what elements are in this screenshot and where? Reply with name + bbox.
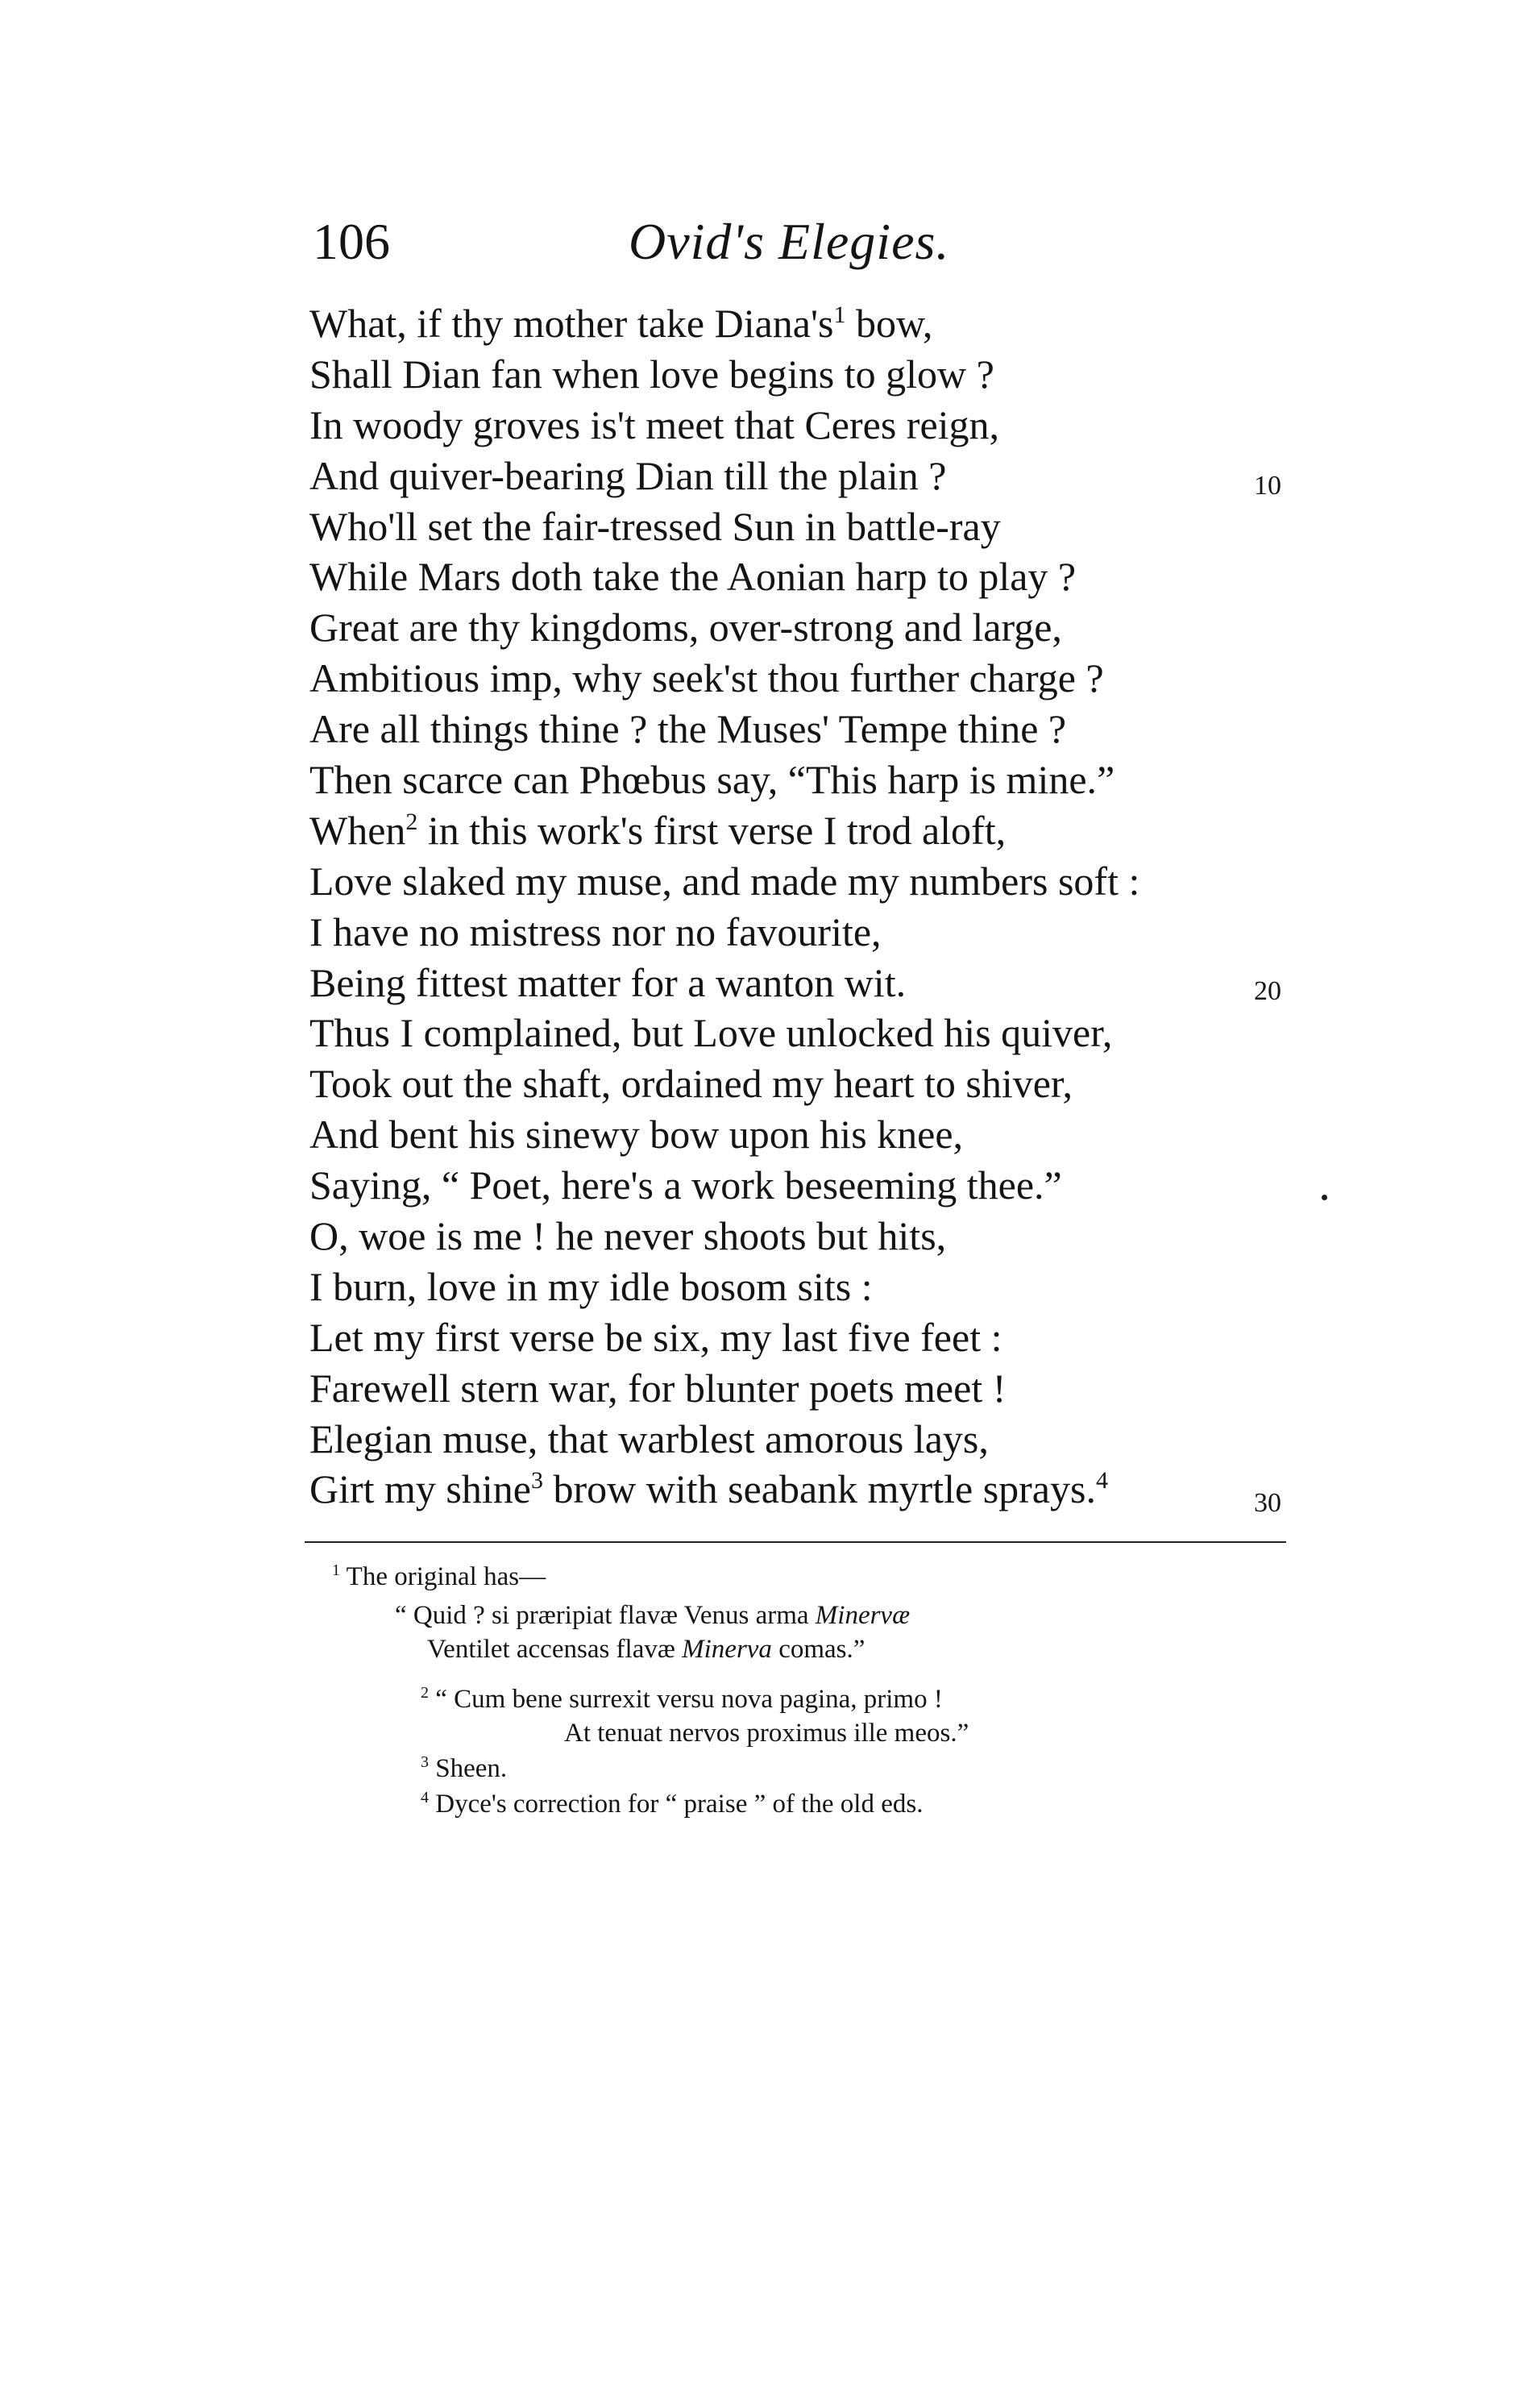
footnote-text: Sheen. — [435, 1754, 508, 1783]
footnote-divider — [305, 1541, 1286, 1543]
verse-text: When — [309, 807, 406, 853]
footnote-1 — [332, 1561, 546, 1591]
footnote-2-line-2 — [564, 1720, 969, 1747]
verse-text: Elegian muse, that warblest amorous lays, — [309, 1416, 989, 1461]
verse-text: Ambitious imp, why seek'st thou further charge ? — [309, 655, 1104, 701]
verse-line — [309, 1414, 1317, 1465]
verse-line — [309, 298, 1317, 349]
verse-text: Love slaked my muse, and made my numbers soft : — [309, 858, 1140, 904]
verse-text: What, if thy mother take Diana's — [309, 301, 834, 346]
verse-line — [309, 400, 1317, 451]
quote-text: Ventilet accensas flavæ — [427, 1635, 683, 1664]
footnote-text: The original has— — [346, 1562, 546, 1591]
verse-line — [309, 856, 1317, 907]
verse-text: Thus I complained, but Love unlocked his quiver, — [309, 1010, 1113, 1056]
verse-line — [309, 805, 1317, 856]
verse-line — [309, 1160, 1317, 1211]
verse-text: While Mars doth take the Aonian harp to play ? — [309, 554, 1077, 600]
line-number: 10 — [1254, 471, 1281, 501]
quote-text-italic: Minerva — [682, 1635, 772, 1664]
verse-text: And bent his sinewy bow upon his knee, — [309, 1112, 964, 1158]
print-speck — [1322, 1195, 1327, 1200]
line-number: 20 — [1254, 976, 1281, 1006]
verse-text: I burn, love in my idle bosom sits : — [309, 1263, 873, 1309]
footnote-ref: 1 — [833, 301, 846, 328]
verse-text: Took out the shaft, ordained my heart to shiver, — [309, 1061, 1073, 1107]
verse-text: And quiver-bearing Dian till the plain ? — [309, 452, 947, 498]
verse-text: Being fittest matter for a wanton wit. — [309, 959, 907, 1005]
verse-line — [309, 451, 1317, 501]
footnote-ref: 4 — [1095, 1467, 1108, 1495]
verse-text: Shall Dian fan when love begins to glow ? — [309, 351, 994, 397]
running-title: Ovid's Elegies. — [629, 213, 950, 270]
verse-text: Farewell stern war, for blunter poets meet ! — [309, 1365, 1007, 1411]
verse-text: brow with seabank myrtle sprays. — [542, 1466, 1096, 1512]
verse-line — [309, 704, 1317, 755]
footnote-marker: 4 — [421, 1789, 429, 1806]
verse-line — [309, 602, 1317, 653]
footnote-1-quote-line — [427, 1636, 865, 1663]
quote-text: comas.” — [771, 1635, 865, 1664]
verse-line — [309, 1211, 1317, 1262]
verse-text: bow, — [845, 301, 933, 346]
footnote-ref: 3 — [530, 1467, 543, 1495]
line-number: 30 — [1254, 1488, 1281, 1518]
verse-line — [309, 958, 1317, 1008]
poem-body — [309, 298, 1317, 1518]
verse-text: in this work's first verse I trod aloft, — [417, 807, 1007, 853]
verse-line — [309, 551, 1317, 602]
verse-line — [309, 1262, 1317, 1312]
verse-line — [309, 755, 1317, 805]
verse-line — [309, 349, 1317, 400]
footnote-3 — [421, 1753, 508, 1783]
verse-line — [309, 501, 1317, 552]
verse-text: In woody groves is't meet that Ceres reign, — [309, 401, 1000, 447]
verse-line — [309, 1363, 1317, 1414]
footnote-4 — [421, 1791, 923, 1818]
verse-text: Then scarce can Phœbus say, “This harp is mine.” — [309, 757, 1115, 803]
footnote-1-quote-line — [395, 1603, 910, 1629]
footnote-marker: 1 — [332, 1561, 340, 1579]
verse-text: Girt my shine — [309, 1466, 531, 1512]
verse-text: I have no mistress nor no favourite, — [309, 908, 882, 954]
verse-text: O, woe is me ! he never shoots but hits, — [309, 1213, 947, 1259]
verse-text: Are all things thine ? the Muses' Tempe thine ? — [309, 706, 1067, 752]
footnote-marker: 3 — [421, 1753, 429, 1771]
verse-line — [309, 1464, 1317, 1518]
footnote-marker: 2 — [421, 1684, 429, 1702]
footnote-2 — [421, 1686, 943, 1713]
verse-text: Great are thy kingdoms, over-strong and large, — [309, 605, 1062, 651]
footnote-text: Dyce's correction for “ praise ” of the old eds. — [435, 1790, 924, 1819]
footnote-text: “ Cum bene surrexit versu nova pagina, primo ! — [435, 1685, 943, 1714]
verse-text: Who'll set the fair-tressed Sun in battle-ray — [309, 503, 1001, 549]
verse-line — [309, 1109, 1317, 1160]
verse-line — [309, 907, 1317, 958]
verse-text: Saying, “ Poet, here's a work beseeming thee.” — [309, 1162, 1062, 1208]
verse-line — [309, 1312, 1317, 1363]
quote-text: “ Quid ? si præripiat flavæ Venus arma — [395, 1601, 816, 1630]
quote-text-italic: Minervæ — [815, 1601, 911, 1630]
verse-text: Let my first verse be six, my last five feet : — [309, 1314, 1002, 1360]
footnote-text: At tenuat nervos proximus ille meos.” — [564, 1719, 969, 1748]
page-number: 106 — [313, 213, 390, 270]
footnote-ref: 2 — [405, 808, 418, 835]
verse-line — [309, 653, 1317, 704]
verse-line — [309, 1008, 1317, 1058]
verse-line — [309, 1058, 1317, 1109]
